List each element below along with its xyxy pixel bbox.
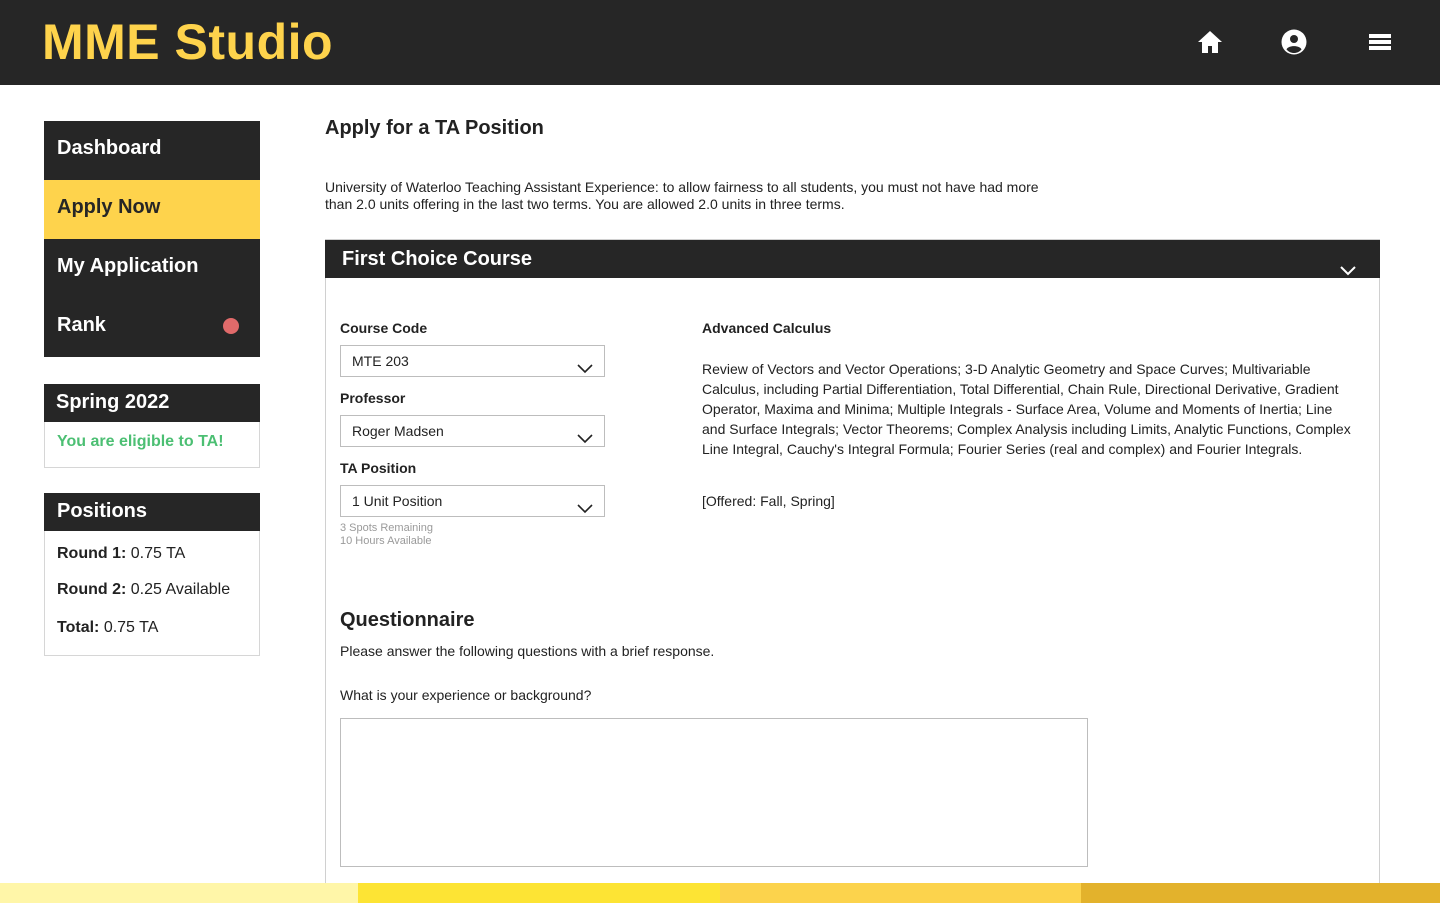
positions-row-round-1 (45, 545, 185, 563)
course-code-value: MTE 203 (352, 353, 409, 369)
term-title: Spring 2022 (44, 384, 260, 422)
sidebar-nav (44, 121, 260, 357)
questionnaire-title: Questionnaire (340, 609, 475, 631)
positions-card (44, 493, 260, 656)
professor-value: Roger Madsen (352, 423, 444, 439)
spots-remaining: 3 Spots Remaining (340, 522, 433, 534)
ta-position-select[interactable] (340, 485, 605, 517)
course-code-select[interactable] (340, 345, 605, 377)
positions-title: Positions (44, 493, 260, 531)
professor-label: Professor (340, 390, 406, 406)
footer-stripe (0, 883, 358, 903)
eligibility-status: You are eligible to TA! (57, 433, 224, 450)
course-title: Advanced Calculus (702, 320, 832, 336)
ta-position-label: TA Position (340, 460, 417, 476)
first-choice-panel (325, 239, 1380, 903)
course-description: Review of Vectors and Vector Operations; 3-D Analytic Geometry and Space Curves; Multivariable Calculus, including Partial Differentiation, Total Differential, Chain Rule, Directional Derivative, Gradient Operator, Maxima and Minima; Multiple Integrals - Surface Area, Volume and Moments of Inertia; Line and Surface Integrals; Vector Theorems; Complex Analysis including Limits, Analytic Functions, Complex Line Integral, Cauchy's Integral Formula; Fourier Series (real and complex) and Fourier Integrals. (702, 361, 1351, 457)
footer-stripe (720, 883, 1081, 903)
chevron-down-icon (577, 495, 593, 507)
account-icon[interactable] (1279, 27, 1309, 57)
sidebar-item-my-application[interactable]: My Application (57, 255, 199, 277)
questionnaire-subtitle: Please answer the following questions with a brief response. (340, 643, 715, 659)
positions-row-value: 0.75 TA (130, 545, 186, 562)
brand-logo[interactable]: MME Studio (42, 14, 334, 70)
chevron-down-icon[interactable] (1340, 252, 1356, 266)
footer-stripe (1081, 883, 1440, 903)
positions-row-label: Round 2: (57, 581, 127, 598)
intro-text: University of Waterloo Teaching Assistant Experience: to allow fairness to all students, you must not have had more than 2.0 units offering in the last two terms. You are allowed 2.0 units in three terms. (325, 179, 1039, 212)
footer-stripe (358, 883, 720, 903)
positions-row-value: 0.75 TA (103, 619, 159, 636)
page-title: Apply for a TA Position (325, 117, 544, 139)
chevron-down-icon (577, 355, 593, 367)
menu-icon[interactable] (1365, 27, 1395, 57)
notification-dot (223, 318, 239, 334)
app-header (0, 0, 1440, 85)
ta-position-value: 1 Unit Position (352, 493, 443, 509)
sidebar-item-rank[interactable] (44, 298, 260, 357)
course-offered: [Offered: Fall, Spring] (702, 493, 835, 509)
positions-row-round-2 (45, 581, 230, 599)
professor-select[interactable] (340, 415, 605, 447)
question-label: What is your experience or background? (340, 687, 592, 703)
sidebar-item-rank-label: Rank (57, 314, 106, 336)
panel-header[interactable] (325, 240, 1380, 278)
positions-row-label: Total: (57, 619, 100, 636)
sidebar-item-apply-now[interactable]: Apply Now (44, 180, 260, 239)
home-icon[interactable] (1195, 27, 1225, 57)
hours-available: 10 Hours Available (340, 535, 432, 547)
positions-row-total (45, 619, 158, 637)
panel-title: First Choice Course (342, 248, 533, 270)
positions-row-label: Round 1: (57, 545, 127, 562)
course-code-label: Course Code (340, 320, 428, 336)
positions-row-value: 0.25 Available (130, 581, 231, 598)
term-card (44, 384, 260, 468)
sidebar-item-dashboard[interactable]: Dashboard (57, 137, 162, 159)
experience-textarea[interactable] (340, 718, 1088, 867)
chevron-down-icon (577, 425, 593, 437)
